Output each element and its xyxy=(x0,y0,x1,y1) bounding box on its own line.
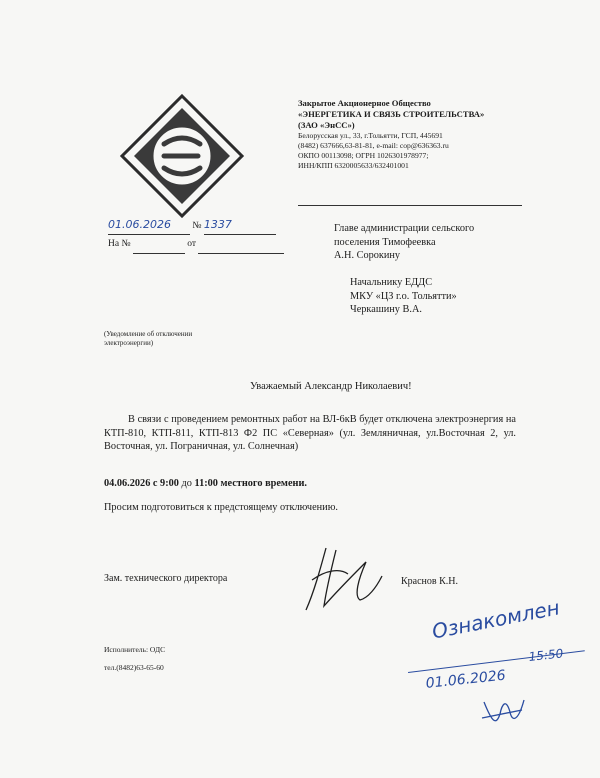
subject-line: (Уведомление об отключении xyxy=(104,330,193,338)
company-okpo: ОКПО 00113098; ОГРН 1026301978977; xyxy=(298,151,429,160)
company-phone: (8482) 637666,63-81-81, e-mail: cop@636363.ru xyxy=(298,141,449,150)
recipient-edds xyxy=(350,276,457,317)
recipient-line: Главе администрации сельского xyxy=(334,223,475,234)
outage-until: до xyxy=(181,478,192,489)
outage-schedule xyxy=(104,478,307,489)
executor-phone: тел.(8482)63-65-60 xyxy=(104,663,164,672)
greeting: Уважаемый Александр Николаевич! xyxy=(250,381,412,392)
handwritten-signature xyxy=(478,692,528,732)
recipient-line: Начальнику ЕДДС xyxy=(350,277,433,288)
signer-name: Краснов К.Н. xyxy=(401,576,459,587)
incoming-date-label: от xyxy=(187,239,197,249)
handwritten-date: 01.06.2026 xyxy=(425,667,507,692)
recipient-line: МКУ «ЦЗ г.о. Тольятти» xyxy=(350,290,457,302)
recipient-line: Черкашину В.А. xyxy=(350,304,422,315)
executor-label: Исполнитель: ОДС xyxy=(104,645,166,654)
handwritten-acknowledged: Ознакомлен xyxy=(430,595,562,644)
company-address: Белорусская ул., 33, г.Тольятти, ГСП, 445691 xyxy=(298,131,443,140)
request-text: Просим подготовиться к предстоящему отключению. xyxy=(104,502,338,513)
letter-body xyxy=(104,413,516,454)
outgoing-number: 1337 xyxy=(204,216,276,235)
number-label: № xyxy=(192,221,202,231)
company-name: «ЭНЕРГЕТИКА И СВЯЗЬ СТРОИТЕЛЬСТВА» xyxy=(298,109,485,119)
company-short-name: (ЗАО «ЭнСС») xyxy=(298,120,355,130)
body-text: В связи с проведением ремонтных работ на ВЛ-6кВ будет отключена электроэнергия на КТП-810, КТП-811, КТП-813 Ф2 ПС «Северная» (ул. Земляничная, ул.Восточная 2, ул. Восточная, ул. Пограничная, ул. Солнечная) xyxy=(104,414,516,452)
header-divider xyxy=(298,205,522,206)
company-header xyxy=(298,98,484,171)
subject-line: электроэнергии) xyxy=(104,339,154,347)
signer-position: Зам. технического директора xyxy=(104,573,228,584)
incoming-number-label: На № xyxy=(108,239,131,249)
company-logo xyxy=(120,94,244,218)
executor-info xyxy=(104,644,165,673)
recipient-administration xyxy=(334,222,474,263)
recipient-line: поселения Тимофеевка xyxy=(334,236,436,248)
outgoing-date: 01.06.2026 xyxy=(108,216,190,235)
recipient-line: А.Н. Сорокину xyxy=(334,250,401,261)
company-inn: ИНН/КПП 6320005633/632401001 xyxy=(298,161,409,170)
company-type: Закрытое Акционерное Общество xyxy=(298,98,431,108)
signature xyxy=(296,540,386,620)
handwritten-time: 15:50 xyxy=(528,646,564,664)
outage-end: 11:00 местного времени. xyxy=(194,478,307,489)
letter-subject xyxy=(104,330,192,348)
outage-start: 04.06.2026 с 9:00 xyxy=(104,478,179,489)
outgoing-reference xyxy=(108,216,284,254)
